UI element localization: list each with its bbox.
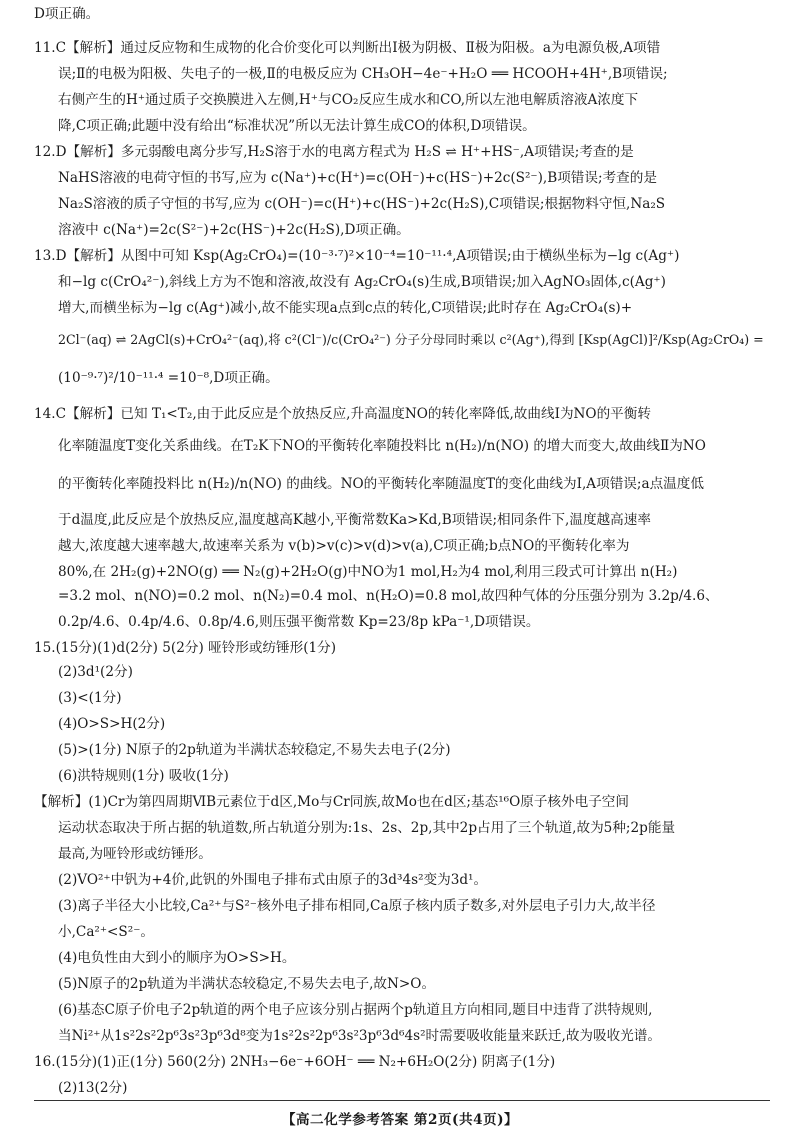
text-line: (5)N原子的2p轨道为半满状态较稳定,不易失去电子,故N>O。: [58, 976, 436, 992]
text-line: 12.D【解析】多元弱酸电离分步写,H₂S溶于水的电离方程式为 H₂S ⇌ H⁺+HS⁻,A项错误;考查的是: [34, 144, 634, 160]
text-line: 越大,浓度越大速率越大,故速率关系为 v(b)>v(c)>v(d)>v(a),C项正确;b点NO的平衡转化率为: [58, 538, 630, 554]
text-line: 16.(15分)(1)正(1分) 560(2分) 2NH₃−6e⁻+6OH⁻ ══ N₂+6H₂O(2分) 阴离子(1分): [34, 1054, 556, 1070]
text-line: 于d温度,此反应是个放热反应,温度越高K越小,平衡常数Ka>Kd,B项错误;相同条件下,温度越高速率: [58, 512, 651, 528]
text-line: 溶液中 c(Na⁺)=2c(S²⁻)+2c(HS⁻)+2c(H₂S),D项正确。: [58, 222, 410, 238]
text-line: (3)离子半径大小比较,Ca²⁺与S²⁻核外电子排布相同,Ca原子核内质子数多,对外层电子引力大,故半径: [58, 898, 656, 914]
text-line: 和−lg c(CrO₄²⁻),斜线上方为不饱和溶液,故没有 Ag₂CrO₄(s)生成,B项错误;加入AgNO₃固体,c(Ag⁺): [58, 274, 666, 290]
text-line: (6)洪特规则(1分) 吸收(1分): [58, 768, 229, 784]
text-line: (2)3d¹(2分): [58, 664, 133, 680]
text-line: 增大,而横坐标为−lg c(Ag⁺)减小,故不能实现a点到c点的转化,C项错误;此时存在 Ag₂CrO₄(s)+: [58, 300, 633, 316]
text-line: 右侧产生的H⁺通过质子交换膜进入左侧,H⁺与CO₂反应生成水和CO,所以左池电解质溶液A浓度下: [58, 92, 639, 108]
text-line: 的平衡转化率随投料比 n(H₂)/n(NO) 的曲线。NO的平衡转化率随温度T的变化曲线为Ⅰ,A项错误;a点温度低: [58, 476, 704, 492]
text-line: 2Cl⁻(aq) ⇌ 2AgCl(s)+CrO₄²⁻(aq),将 c²(Cl⁻)/c(CrO₄²⁻) 分子分母同时乘以 c²(Ag⁺),得到 [Ksp(AgCl)]²/Ksp(Ag₂CrO₄) =: [58, 332, 764, 347]
text-line: (4)电负性由大到小的顺序为O>S>H。: [58, 950, 296, 966]
text-line: 14.C【解析】已知 T₁<T₂,由于此反应是个放热反应,升高温度NO的转化率降低,故曲线Ⅰ为NO的平衡转: [34, 406, 651, 422]
text-line: =3.2 mol、n(NO)=0.2 mol、n(N₂)=0.4 mol、n(H₂O)=0.8 mol,故四种气体的分压强分别为 3.2p/4.6、: [58, 588, 719, 604]
text-line: (2)13(2分): [58, 1080, 128, 1096]
text-line: D项正确。: [34, 6, 100, 22]
text-line: 0.2p/4.6、0.4p/4.6、0.8p/4.6,则压强平衡常数 Kp=23/8p kPa⁻¹,D项错误。: [58, 614, 540, 630]
text-line: Na₂S溶液的质子守恒的书写,应为 c(OH⁻)=c(H⁺)+c(HS⁻)+2c(H₂S),C项错误;根据物料守恒,Na₂S: [58, 196, 666, 212]
text-line: 降,C项正确;此题中没有给出“标准状况”所以无法计算生成CO的体积,D项错误。: [58, 118, 536, 134]
text-line: (3)<(1分): [58, 690, 122, 706]
text-line: NaHS溶液的电荷守恒的书写,应为 c(Na⁺)+c(H⁺)=c(OH⁻)+c(HS⁻)+2c(S²⁻),B项错误;考查的是: [58, 170, 657, 186]
text-line: 【解析】(1)Cr为第四周期ⅥB元素位于d区,Mo与Cr同族,故Mo也在d区;基态¹⁶O原子核外电子空间: [34, 794, 629, 810]
text-line: 小,Ca²⁺<S²⁻。: [58, 924, 154, 940]
text-line: 80%,在 2H₂(g)+2NO(g) ══ N₂(g)+2H₂O(g)中NO为1 mol,H₂为4 mol,利用三段式可计算出 n(H₂): [58, 564, 678, 580]
text-line: (5)>(1分) N原子的2p轨道为半满状态较稳定,不易失去电子(2分): [58, 742, 451, 758]
text-line: (6)基态C原子价电子2p轨道的两个电子应该分别占据两个p轨道且方向相同,题目中违背了洪特规则,: [58, 1002, 653, 1018]
page-footer: 【高二化学参考答案 第2页(共4页)】: [281, 1112, 519, 1128]
text-line: 11.C【解析】通过反应物和生成物的化合价变化可以判断出Ⅰ极为阴极、Ⅱ极为阳极。a为电源负极,A项错: [34, 40, 661, 56]
text-line: 运动状态取决于所占据的轨道数,所占轨道分别为:1s、2s、2p,其中2p占用了三个轨道,故为5种;2p能量: [58, 820, 676, 836]
text-line: 最高,为哑铃形或纺锤形。: [58, 846, 212, 862]
text-line: 15.(15分)(1)d(2分) 5(2分) 哑铃形或纺锤形(1分): [34, 640, 337, 656]
text-line: (10⁻⁹·⁷)²/10⁻¹¹·⁴ =10⁻⁸,D项正确。: [58, 370, 279, 386]
footer-divider: [34, 1100, 770, 1101]
text-line: 化率随温度T变化关系曲线。在T₂K下NO的平衡转化率随投料比 n(H₂)/n(NO) 的增大而变大,故曲线Ⅱ为NO: [58, 438, 706, 454]
text-line: (2)VO²⁺中钒为+4价,此钒的外围电子排布式由原子的3d³4s²变为3d¹。: [58, 872, 488, 888]
text-line: (4)O>S>H(2分): [58, 716, 166, 732]
text-line: 当Ni²⁺从1s²2s²2p⁶3s²3p⁶3d⁸变为1s²2s²2p⁶3s²3p⁶3d⁶4s²时需要吸收能量来跃迁,故为吸收光谱。: [58, 1028, 661, 1044]
text-line: 13.D【解析】从图中可知 Ksp(Ag₂CrO₄)=(10⁻³·⁷)²×10⁻⁴=10⁻¹¹·⁴,A项错误;由于横纵坐标为−lg c(Ag⁺): [34, 248, 680, 264]
text-line: 误;Ⅱ的电极为阳极、失电子的一极,Ⅱ的电极反应为 CH₃OH−4e⁻+H₂O ══ HCOOH+4H⁺,B项错误;: [58, 66, 668, 82]
